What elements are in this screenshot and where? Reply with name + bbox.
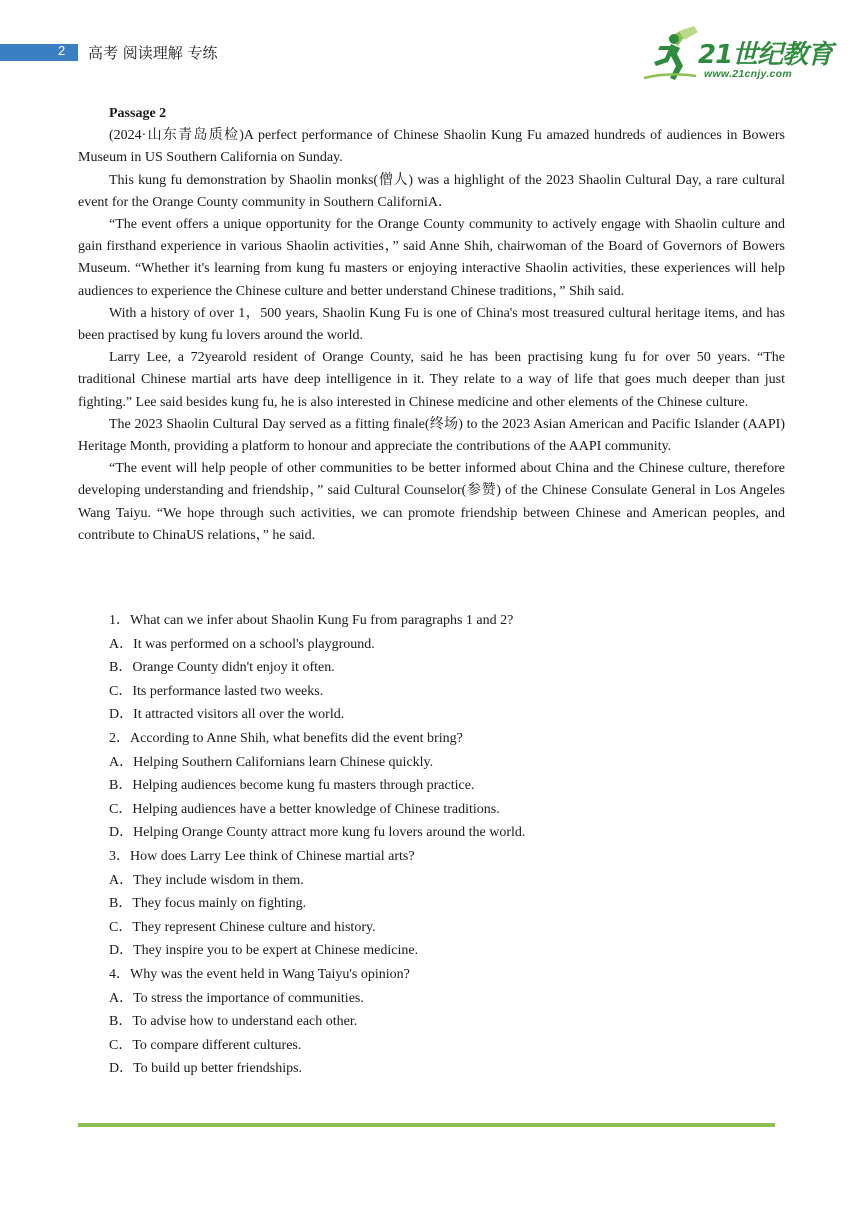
- footer-divider: [78, 1123, 775, 1127]
- passage-paragraph: “The event offers a unique opportunity for the Orange County community to actively engage with Shaolin culture and gain firsthand experience in various Shaolin activities，” said Anne Shih, chairwoman of the Board of Governors of Bowers Museum. “Whether it's learning from kung fu masters or enjoying interactive Shaolin activities, these experiences will help audiences to experience the Chinese culture and better understand Chinese traditions，” Shih said.: [78, 217, 785, 299]
- answer-option: B．Orange County didn't enjoy it often.: [109, 660, 335, 676]
- answer-option: C．Helping audiences have a better knowledge of Chinese traditions.: [109, 801, 500, 817]
- answer-option: A．To stress the importance of communities.: [109, 990, 364, 1006]
- passage: [78, 103, 785, 547]
- page-number: 2: [58, 43, 66, 58]
- passage-paragraph: This kung fu demonstration by Shaolin monks(僧人) was a highlight of the 2023 Shaolin Cultural Day, a rare cultural event for the Orange County community in Southern CaliforniA．: [78, 172, 785, 210]
- answer-option: B．They focus mainly on fighting.: [109, 896, 307, 912]
- logo-url: www.21cnjy.com: [704, 68, 793, 80]
- header-accent-bar: [0, 44, 78, 61]
- logo-text: 21世纪教育: [698, 40, 833, 70]
- answer-option: A．Helping Southern Californians learn Chinese quickly.: [109, 754, 434, 770]
- passage-paragraph: With a history of over 1，500 years, Shaolin Kung Fu is one of China's most treasured cultural heritage items, and has been practised by kung fu lovers around the world.: [78, 305, 785, 344]
- answer-option: D．They inspire you to be expert at Chinese medicine.: [109, 943, 419, 959]
- answer-option: D．It attracted visitors all over the world.: [109, 707, 345, 723]
- question-stem: 4．Why was the event held in Wang Taiyu's opinion?: [109, 966, 410, 982]
- passage-paragraph: “The event will help people of other communities to be better informed about China and the Chinese culture, therefore developing understanding and friendship，” said Cultural Counselor(参赞) of the Chinese Consulate General in Los Angeles Wang Taiyu. “We hope through such activities, we can promote friendship between Chinese and American peoples, and contribute to ChinaUS relations，” he said.: [78, 461, 785, 543]
- passage-paragraph: Larry Lee, a 72yearold resident of Orange County, said he has been practising kung fu for over 50 years. “The traditional Chinese martial arts have deep intelligence in it. They relate to a way of life that goes much deeper than just fighting.” Lee said besides kung fu, he is also interested in Chinese medicine and other elements of the Chinese culture.: [78, 350, 785, 410]
- question-list: [109, 609, 785, 1081]
- answer-option: C．Its performance lasted two weeks.: [109, 683, 324, 699]
- page-header-title: 高考 阅读理解 专练: [88, 44, 218, 62]
- passage-paragraph: (2024·山东青岛质检)A perfect performance of Chinese Shaolin Kung Fu amazed hundreds of audiences in Bowers Museum in US Southern California on Sunday.: [78, 128, 785, 166]
- running-figure-icon: [638, 24, 702, 84]
- question-stem: 3．How does Larry Lee think of Chinese martial arts?: [109, 848, 415, 864]
- passage-paragraph: The 2023 Shaolin Cultural Day served as a fitting finale(终场) to the 2023 Asian American and Pacific Islander (AAPI) Heritage Month, providing a platform to honour and appreciate the contributions of the AAPI community.: [78, 416, 785, 455]
- answer-option: D．To build up better friendships.: [109, 1061, 303, 1077]
- answer-option: B．To advise how to understand each other.: [109, 1014, 358, 1030]
- passage-title: Passage 2: [109, 106, 167, 121]
- question-stem: 2．According to Anne Shih, what benefits did the event bring?: [109, 730, 463, 746]
- answer-option: C．They represent Chinese culture and history.: [109, 919, 376, 935]
- question-stem: 1．What can we infer about Shaolin Kung Fu from paragraphs 1 and 2?: [109, 613, 514, 628]
- answer-option: B．Helping audiences become kung fu masters through practice.: [109, 778, 475, 794]
- answer-option: A．It was performed on a school's playground.: [109, 636, 375, 652]
- answer-option: D．Helping Orange County attract more kung fu lovers around the world.: [109, 825, 526, 841]
- answer-option: A．They include wisdom in them.: [109, 872, 304, 888]
- site-logo: [638, 24, 833, 86]
- answer-option: C．To compare different cultures.: [109, 1037, 302, 1053]
